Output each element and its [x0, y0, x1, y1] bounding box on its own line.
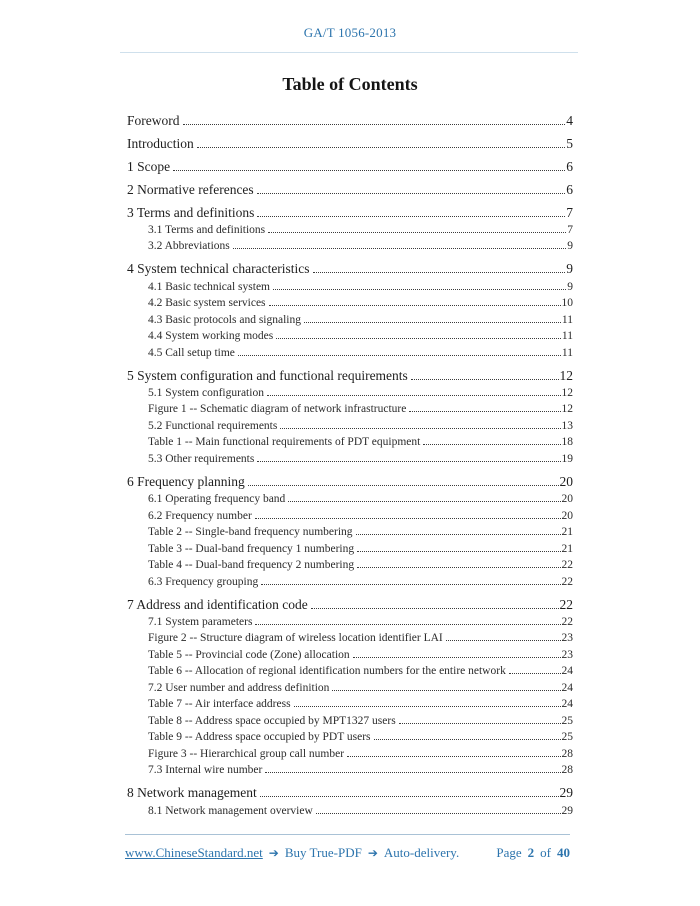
toc-entry-page-number: 29 — [561, 804, 573, 817]
toc-entry-label: Table 1 -- Main functional requirements of PDT equipment — [148, 436, 421, 449]
toc-dot-leader — [357, 551, 560, 552]
toc-dot-leader — [265, 772, 560, 773]
buy-text: Buy True-PDF — [284, 845, 362, 860]
toc-dot-leader — [257, 461, 560, 462]
site-link[interactable]: www.ChineseStandard.net — [125, 845, 263, 860]
table-of-contents — [127, 106, 573, 819]
toc-dot-leader — [255, 518, 561, 519]
toc-entry — [127, 663, 573, 680]
toc-entry-label: Table 6 -- Allocation of regional identification numbers for the entire network — [148, 665, 506, 678]
toc-dot-leader — [269, 305, 561, 306]
toc-entry — [127, 696, 573, 713]
page-total: 40 — [557, 845, 570, 860]
toc-entry-page-number: 25 — [561, 714, 573, 727]
toc-entry — [127, 762, 573, 779]
footer — [125, 845, 570, 861]
toc-entry — [127, 746, 573, 763]
toc-dot-leader — [446, 640, 561, 641]
toc-entry — [127, 205, 573, 222]
toc-entry-label: Table 7 -- Air interface address — [148, 698, 291, 711]
toc-entry — [127, 159, 573, 176]
toc-entry-label: 8.1 Network management overview — [148, 804, 313, 817]
toc-entry-label: Figure 1 -- Schematic diagram of network infrastructure — [148, 403, 407, 416]
toc-entry-page-number: 21 — [561, 542, 573, 555]
toc-entry — [127, 597, 573, 614]
toc-entry-page-number: 9 — [567, 280, 573, 293]
toc-entry-page-number: 12 — [561, 403, 573, 416]
toc-entry-page-number: 29 — [559, 785, 573, 801]
toc-entry-label: 8 Network management — [127, 785, 257, 801]
toc-dot-leader — [257, 216, 565, 217]
toc-entry-page-number: 22 — [561, 559, 573, 572]
toc-entry — [127, 261, 573, 278]
footer-promo — [125, 845, 459, 861]
toc-entry-page-number: 20 — [559, 473, 573, 489]
toc-entry-label: 6 Frequency planning — [127, 473, 245, 489]
toc-entry-label: Table 3 -- Dual-band frequency 1 numbering — [148, 542, 355, 555]
toc-entry-page-number: 20 — [561, 509, 573, 522]
toc-entry-label: 4.3 Basic protocols and signaling — [148, 313, 301, 326]
toc-entry — [127, 574, 573, 591]
toc-entry-label: Table 5 -- Provincial code (Zone) allocation — [148, 648, 350, 661]
toc-entry-page-number: 11 — [561, 313, 573, 326]
toc-entry-page-number: 6 — [566, 158, 573, 174]
toc-entry-label: Table 2 -- Single-band frequency numbering — [148, 526, 353, 539]
toc-entry — [127, 295, 573, 312]
arrow-right-icon: ➔ — [367, 846, 378, 860]
header-divider — [120, 52, 578, 53]
toc-entry-label: 6.3 Frequency grouping — [148, 575, 259, 588]
toc-entry-page-number: 9 — [566, 261, 573, 277]
toc-dot-leader — [255, 624, 560, 625]
toc-entry-label: 3.1 Terms and definitions — [148, 223, 266, 236]
toc-entry — [127, 614, 573, 631]
toc-entry — [127, 345, 573, 362]
toc-entry-page-number: 9 — [567, 240, 573, 253]
toc-entry — [127, 136, 573, 153]
toc-entry-label: 4.2 Basic system services — [148, 297, 266, 310]
toc-entry — [127, 713, 573, 730]
toc-entry-page-number: 23 — [561, 632, 573, 645]
toc-entry — [127, 541, 573, 558]
toc-entry-label: 4.5 Call setup time — [148, 346, 235, 359]
toc-entry — [127, 182, 573, 199]
toc-entry-label: 2 Normative references — [127, 181, 254, 197]
toc-entry — [127, 385, 573, 402]
toc-entry-label: 6.2 Frequency number — [148, 509, 252, 522]
toc-entry-page-number: 25 — [561, 731, 573, 744]
page-title: Table of Contents — [282, 74, 418, 94]
toc-dot-leader — [280, 428, 560, 429]
toc-entry-label: 3 Terms and definitions — [127, 204, 255, 220]
toc-entry-page-number: 24 — [561, 665, 573, 678]
toc-entry-label: Table 8 -- Address space occupied by MPT1327 users — [148, 714, 396, 727]
toc-dot-leader — [197, 147, 566, 148]
toc-dot-leader — [347, 756, 560, 757]
toc-dot-leader — [248, 485, 559, 486]
toc-entry-page-number: 7 — [566, 204, 573, 220]
toc-entry — [127, 647, 573, 664]
toc-dot-leader — [276, 338, 561, 339]
toc-entry — [127, 680, 573, 697]
toc-dot-leader — [173, 170, 565, 171]
toc-entry — [127, 630, 573, 647]
toc-dot-leader — [316, 813, 561, 814]
toc-dot-leader — [267, 395, 561, 396]
toc-entry-page-number: 13 — [561, 419, 573, 432]
arrow-right-icon: ➔ — [268, 846, 279, 860]
toc-entry-page-number: 20 — [561, 493, 573, 506]
toc-entry — [127, 803, 573, 820]
toc-entry-label: 5.2 Functional requirements — [148, 419, 278, 432]
toc-entry-page-number: 22 — [561, 575, 573, 588]
toc-entry — [127, 368, 573, 385]
toc-dot-leader — [374, 739, 561, 740]
toc-dot-leader — [332, 690, 560, 691]
toc-entry-page-number: 22 — [559, 596, 573, 612]
toc-entry-label: 4.1 Basic technical system — [148, 280, 270, 293]
page-indicator — [496, 845, 570, 861]
toc-entry-label: 7.2 User number and address definition — [148, 681, 330, 694]
toc-entry-label: Table 4 -- Dual-band frequency 2 numbering — [148, 559, 355, 572]
toc-entry-label: 4.4 System working modes — [148, 330, 274, 343]
toc-dot-leader — [353, 657, 561, 658]
toc-dot-leader — [399, 723, 561, 724]
page-label: Page — [496, 845, 522, 860]
toc-entry-label: 7 Address and identification code — [127, 596, 308, 612]
toc-entry-label: 7.1 System parameters — [148, 615, 253, 628]
toc-dot-leader — [261, 584, 560, 585]
toc-dot-leader — [257, 193, 566, 194]
toc-entry-label: 5.3 Other requirements — [148, 452, 255, 465]
footer-divider — [125, 834, 570, 835]
toc-dot-leader — [294, 706, 561, 707]
toc-entry — [127, 785, 573, 802]
toc-entry-label: 5.1 System configuration — [148, 386, 264, 399]
toc-dot-leader — [409, 411, 560, 412]
toc-entry-label: 7.3 Internal wire number — [148, 764, 263, 777]
toc-entry — [127, 113, 573, 130]
toc-entry — [127, 524, 573, 541]
toc-entry-page-number: 21 — [561, 526, 573, 539]
toc-entry-label: Table 9 -- Address space occupied by PDT users — [148, 731, 371, 744]
toc-entry-page-number: 12 — [561, 386, 573, 399]
toc-dot-leader — [411, 379, 559, 380]
toc-entry — [127, 474, 573, 491]
toc-dot-leader — [273, 289, 566, 290]
toc-entry-label: 1 Scope — [127, 158, 171, 174]
delivery-text: Auto-delivery. — [383, 845, 460, 860]
toc-entry — [127, 491, 573, 508]
toc-entry-label: 5 System configuration and functional requirements — [127, 367, 408, 383]
toc-entry-page-number: 28 — [561, 747, 573, 760]
toc-entry-label: 3.2 Abbreviations — [148, 240, 230, 253]
toc-entry — [127, 451, 573, 468]
toc-entry-page-number: 11 — [561, 346, 573, 359]
toc-dot-leader — [304, 322, 561, 323]
toc-entry-page-number: 11 — [561, 330, 573, 343]
toc-entry-page-number: 24 — [561, 681, 573, 694]
toc-entry — [127, 434, 573, 451]
toc-entry-page-number: 5 — [566, 135, 573, 151]
toc-entry-label: Figure 3 -- Hierarchical group call number — [148, 747, 345, 760]
toc-entry-page-number: 18 — [561, 436, 573, 449]
toc-entry-page-number: 23 — [561, 648, 573, 661]
toc-entry — [127, 222, 573, 239]
toc-entry-label: 6.1 Operating frequency band — [148, 493, 286, 506]
toc-entry — [127, 328, 573, 345]
toc-entry-page-number: 6 — [566, 181, 573, 197]
toc-entry-page-number: 10 — [561, 297, 573, 310]
toc-entry — [127, 729, 573, 746]
toc-entry — [127, 238, 573, 255]
toc-dot-leader — [313, 272, 566, 273]
toc-entry — [127, 418, 573, 435]
toc-dot-leader — [423, 444, 560, 445]
toc-entry-page-number: 12 — [559, 367, 573, 383]
toc-dot-leader — [509, 673, 561, 674]
toc-dot-leader — [356, 534, 561, 535]
toc-entry — [127, 508, 573, 525]
toc-dot-leader — [238, 355, 561, 356]
doc-number: GA/T 1056-2013 — [303, 25, 397, 40]
toc-dot-leader — [288, 501, 560, 502]
toc-entry-page-number: 22 — [561, 615, 573, 628]
toc-entry-label: Foreword — [127, 112, 180, 128]
toc-entry-page-number: 28 — [561, 764, 573, 777]
toc-entry-page-number: 24 — [561, 698, 573, 711]
toc-entry-label: Introduction — [127, 135, 194, 151]
toc-dot-leader — [357, 567, 560, 568]
toc-dot-leader — [260, 796, 559, 797]
toc-entry-page-number: 19 — [561, 452, 573, 465]
toc-dot-leader — [311, 608, 559, 609]
toc-entry-label: Figure 2 -- Structure diagram of wireless location identifier LAI — [148, 632, 443, 645]
toc-entry — [127, 312, 573, 329]
of-label: of — [540, 845, 551, 860]
toc-dot-leader — [183, 124, 566, 125]
toc-dot-leader — [233, 248, 566, 249]
toc-entry-page-number: 7 — [567, 223, 573, 236]
toc-entry — [127, 557, 573, 574]
page-current: 2 — [527, 845, 535, 860]
toc-entry-page-number: 4 — [566, 112, 573, 128]
toc-entry — [127, 279, 573, 296]
toc-entry-label: 4 System technical characteristics — [127, 261, 310, 277]
toc-entry — [127, 401, 573, 418]
toc-dot-leader — [268, 232, 566, 233]
